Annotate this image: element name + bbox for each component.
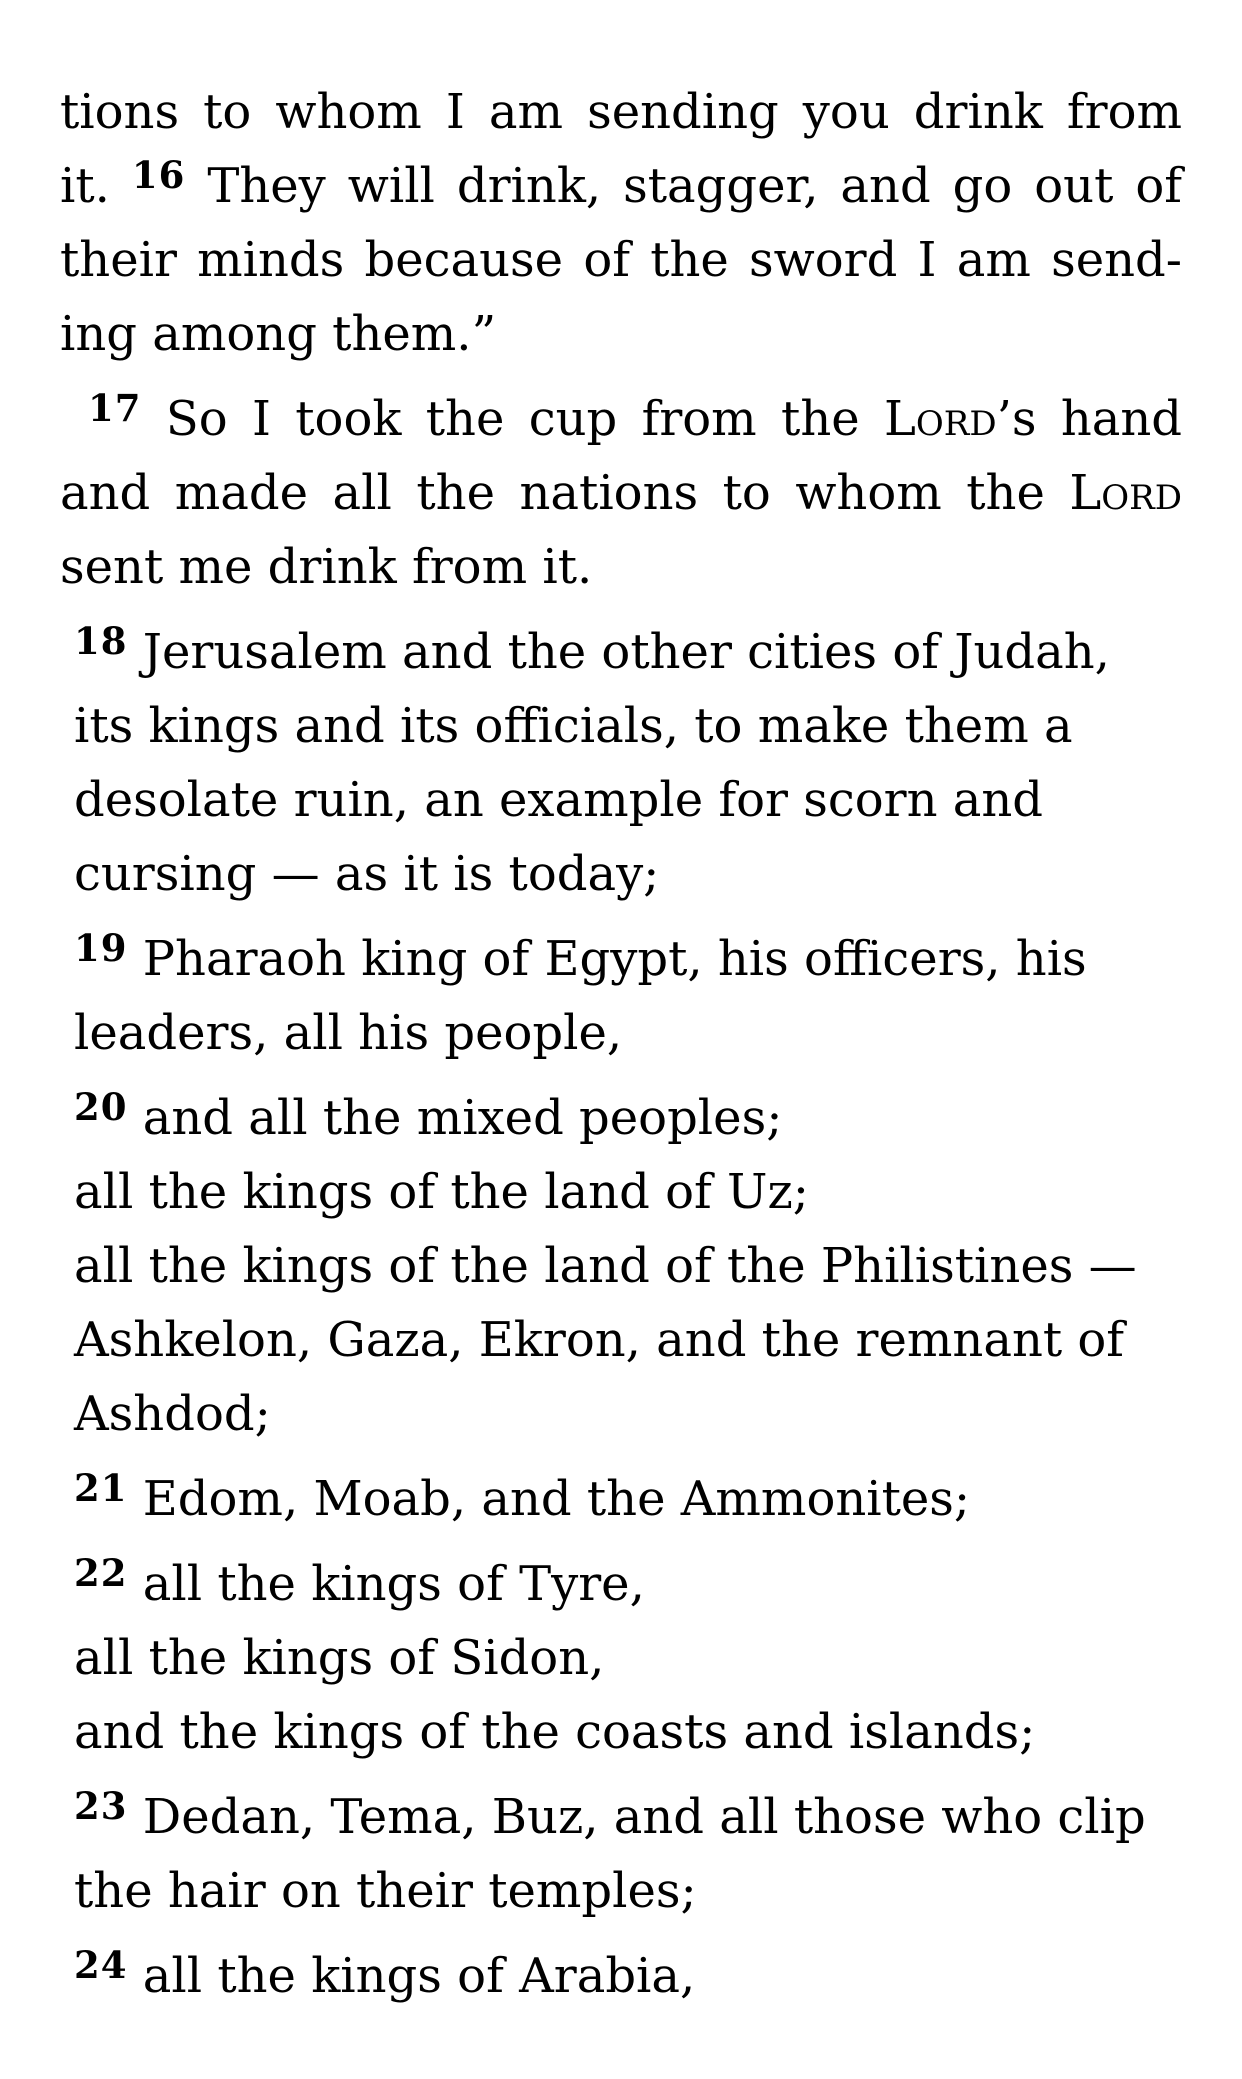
text-line: [74, 1695, 1182, 1769]
verse-paragraph: [74, 1939, 1182, 2013]
text-run: all the kings of the land of the Philistines —: [74, 1238, 1137, 1294]
text-run: Edom, Moab, and the Ammonites;: [127, 1471, 971, 1527]
text-line: [60, 297, 1182, 371]
text-run: its kings and its officials, to make them a: [74, 698, 1073, 754]
text-line: [74, 763, 1182, 837]
text-run: and all the mixed peoples;: [127, 1090, 783, 1146]
text-line: [74, 922, 1182, 996]
text-line: [60, 382, 1182, 456]
verse-paragraph: [74, 922, 1182, 1070]
text-line: [74, 1155, 1182, 1229]
verse-paragraph: [60, 382, 1182, 604]
text-run: leaders, all his people,: [74, 1005, 623, 1061]
text-line: [74, 1547, 1182, 1621]
verse-paragraph: [60, 75, 1182, 371]
text-run: their minds because of the sword I am send-: [60, 232, 1182, 288]
text-run: sent me drink from it.: [60, 539, 593, 595]
text-line: [74, 689, 1182, 763]
text-run: it.: [60, 158, 132, 214]
text-line: [74, 837, 1182, 911]
text-line: [74, 1462, 1182, 1536]
text-run: Pharaoh king of Egypt, his officers, his: [127, 931, 1087, 987]
text-run: all the kings of Arabia,: [127, 1948, 696, 2004]
text-line: [74, 1621, 1182, 1695]
text-run: all the kings of the land of Uz;: [74, 1164, 809, 1220]
verse-number: 22: [74, 1551, 128, 1595]
text-run: cursing — as it is today;: [74, 846, 660, 902]
text-line: [74, 1939, 1182, 2013]
text-line: [60, 75, 1182, 149]
text-run: and the kings of the coasts and islands;: [74, 1704, 1036, 1760]
verse-number: 16: [131, 153, 186, 197]
verse-paragraph: [74, 1462, 1182, 1536]
text-run: tions to whom I am sending you drink from: [60, 84, 1182, 140]
text-run: all the kings of Sidon,: [74, 1630, 605, 1686]
text-line: [74, 1081, 1182, 1155]
text-line: [74, 1780, 1182, 1854]
text-line: [74, 615, 1182, 689]
verse-paragraph: [74, 1780, 1182, 1928]
text-run: ’s hand: [996, 391, 1182, 447]
verse-paragraph: [74, 615, 1182, 911]
text-line: [74, 1377, 1182, 1451]
text-run: Ashkelon, Gaza, Ekron, and the remnant of: [74, 1312, 1125, 1368]
verse-number: 23: [74, 1784, 128, 1828]
verse-number: 19: [74, 926, 128, 970]
text-run: Dedan, Tema, Buz, and all those who clip: [127, 1789, 1146, 1845]
text-run: ing among them.”: [60, 306, 497, 362]
text-line: [60, 149, 1182, 223]
text-line: [74, 1303, 1182, 1377]
text-line: [74, 1854, 1182, 1928]
divine-name-small-caps: Lord: [1069, 465, 1182, 521]
verse-paragraph: [74, 1547, 1182, 1769]
divine-name-small-caps: Lord: [883, 391, 997, 447]
text-run: They will drink, stagger, and go out of: [185, 158, 1182, 214]
text-line: [60, 223, 1182, 297]
text-run: the hair on their temples;: [74, 1863, 697, 1919]
verse-number: 18: [74, 619, 128, 663]
text-run: desolate ruin, an example for scorn and: [74, 772, 1044, 828]
text-line: [60, 456, 1182, 530]
verse-number: 20: [74, 1085, 128, 1129]
text-line: [74, 996, 1182, 1070]
text-run: and made all the nations to whom the: [60, 465, 1070, 521]
verse-number: 17: [88, 386, 142, 430]
text-line: [74, 1229, 1182, 1303]
verse-number: 24: [74, 1943, 128, 1987]
text-run: all the kings of Tyre,: [127, 1556, 645, 1612]
verse-number: 21: [74, 1466, 128, 1510]
text-run: Ashdod;: [74, 1386, 271, 1442]
verse-paragraph: [74, 1081, 1182, 1451]
text-run: So I took the cup from the: [141, 391, 884, 447]
text-line: [60, 530, 1182, 604]
text-run: Jerusalem and the other cities of Judah,: [127, 624, 1110, 680]
